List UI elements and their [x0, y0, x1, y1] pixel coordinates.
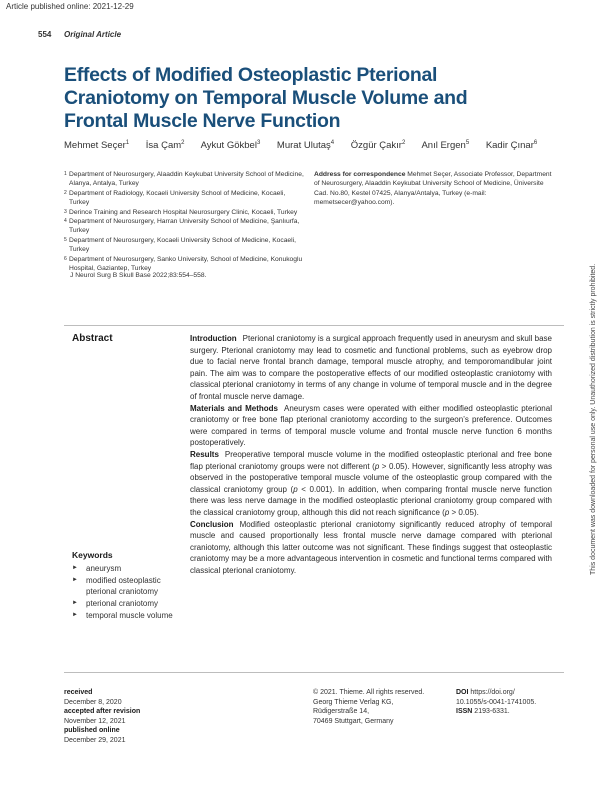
- affiliation-text: Department of Neurosurgery, Alaaddin Keykubat University School of Medicine, Alanya, Antalya, Turkey: [69, 171, 304, 188]
- affiliation-number: 4: [64, 218, 67, 225]
- affiliation-number: 2: [64, 189, 67, 196]
- introduction-text: Pterional craniotomy is a surgical approach frequently used in aneurysm and skull base surgery. Pterional craniotomy may lead to cosmetic and functional problems, such as eyebrow drop due to facial nerve frontal branch damage, temporal muscle atrophy, and temporomandibular joint pain. The aim was to compare the postoperative effects of our modified osteoplastic craniotomy with classical pterional craniotomy in terms of any change in volume of temporal muscle and in the degree of frontal muscle nerve damage.: [190, 334, 552, 401]
- abstract-results: [190, 449, 552, 519]
- author: [486, 140, 537, 151]
- footer-dates: [64, 688, 140, 746]
- affiliation-text: Department of Neurosurgery, Harran University School of Medicine, Şanlıurfa, Turkey: [69, 218, 300, 235]
- correspondence: [314, 170, 554, 208]
- affiliation-text: Department of Radiology, Kocaeli University School of Medicine, Kocaeli, Turkey: [69, 189, 286, 207]
- affiliation-number: 5: [64, 236, 67, 243]
- author-affiliation-ref: 2: [181, 140, 185, 146]
- correspondence-label: Address for correspondence: [314, 171, 406, 178]
- affiliation-number: 6: [64, 255, 67, 262]
- author-affiliation-ref: 6: [533, 140, 538, 146]
- author-name: İsa Çam: [145, 140, 182, 152]
- sidebar-notice: This document was downloaded for personal use only. Unauthorized distribution is strictly prohibited.: [590, 263, 597, 575]
- received-label: received: [64, 689, 93, 696]
- author: [201, 140, 261, 151]
- affiliation: [64, 236, 304, 255]
- conclusion-label: Conclusion: [190, 519, 234, 529]
- results-text: Preoperative temporal muscle volume in the modified osteoplastic pterional and free bone flap pterional craniotomy groups were not different (: [190, 449, 552, 471]
- author: [351, 140, 406, 151]
- divider: [64, 672, 564, 673]
- accepted-label: accepted after revision: [64, 708, 141, 716]
- author-name: Kadir Çınar: [485, 140, 534, 152]
- author-affiliation-ref: 5: [465, 140, 470, 146]
- doi-link[interactable]: https://doi.org/: [470, 689, 515, 696]
- methods-label: Materials and Methods: [190, 403, 278, 413]
- abstract-heading: Abstract: [72, 333, 113, 344]
- accepted-date: November 12, 2021: [64, 717, 126, 725]
- affiliations: [64, 170, 304, 273]
- keyword: ► modified osteoplastic pterional craniotomy: [72, 575, 182, 598]
- author: [421, 140, 469, 151]
- affiliation-number: 3: [64, 208, 67, 215]
- correspondence-text: Mehmet Seçer, Associate Professor, Department of Neurosurgery, Alaaddin Keykubat University School of Medicine, Üniversite Cad. No.80, Kestel 07425, Alanya/Antalya, Turkey (e-mail: memetsecer@yahoo.com).: [314, 171, 552, 207]
- page-number: 554: [38, 30, 52, 39]
- abstract-methods: [190, 403, 552, 449]
- affiliation-text: Derince Training and Research Hospital Neurosurgery Clinic, Kocaeli, Turkey: [69, 208, 298, 216]
- affiliation: [64, 255, 304, 274]
- conclusion-text: Modified osteoplastic pterional craniotomy significantly reduced atrophy of temporal muscle and caused proportionally less frontal muscle nerve damage compared with pterional craniotomy, although this latter outcome was not significant. These findings suggest that osteoplastic craniotomy may be a more advantageous intervention in cosmetic and functional terms compared with classical pterional craniotomy.: [190, 519, 552, 575]
- author-name: Mehmet Seçer: [64, 140, 126, 152]
- author-name: Özgür Çakır: [350, 140, 402, 152]
- keyword: ► pterional craniotomy: [72, 598, 182, 610]
- title-line: Frontal Muscle Nerve Function: [64, 110, 341, 132]
- author-list: [64, 140, 584, 151]
- results-text: > 0.05). However, significantly less atrophy was observed in the postoperative temporal muscle volume of the osteoplastic group compared with the classical craniotomy group (: [190, 461, 552, 494]
- issn-value: 2193-6331.: [474, 708, 510, 716]
- affiliation-text: Department of Neurosurgery, Kocaeli University School of Medicine, Kocaeli, Turkey: [69, 236, 296, 254]
- publisher-city: 70469 Stuttgart, Germany: [313, 717, 394, 725]
- affiliation-text: Department of Neurosurgery, Sanko University, School of Medicine, Konukoglu Hospital, Gaziantep, Turkey: [69, 255, 303, 273]
- footer-publisher: [313, 688, 424, 726]
- journal-citation: J Neurol Surg B Skull Base 2022;83:554–558.: [70, 272, 207, 279]
- author: [277, 140, 334, 151]
- keywords-heading: Keywords: [72, 550, 113, 560]
- keyword: ► temporal muscle volume: [72, 610, 182, 622]
- published-label: published online: [64, 727, 120, 735]
- affiliation: [64, 170, 304, 189]
- footer-identifiers: [456, 688, 536, 717]
- author-affiliation-ref: 3: [256, 140, 261, 146]
- affiliation-number: 1: [64, 171, 67, 177]
- author-affiliation-ref: 1: [125, 140, 130, 146]
- abstract-introduction: [190, 333, 552, 403]
- copyright: © 2021. Thieme. All rights reserved.: [313, 689, 425, 696]
- keyword: ► aneurysm: [72, 563, 182, 575]
- section-label: Original Article: [64, 30, 122, 39]
- author-name: Murat Ulutaş: [276, 140, 331, 152]
- results-text: < 0.001). In addition, when comparing frontal muscle nerve function there was less nerve damage in the modified osteoplastic pterional craniotomy group compared with the classical craniotomy group, although this did not reach significance (: [190, 484, 552, 517]
- p-value-symbol: p: [293, 484, 298, 494]
- publisher-name: Georg Thieme Verlag KG,: [313, 698, 394, 706]
- doi-value: 10.1055/s-0041-1741005.: [456, 698, 537, 706]
- p-value-symbol: p: [374, 461, 380, 471]
- article-title: [64, 64, 534, 133]
- author-name: Anıl Ergen: [421, 140, 466, 152]
- affiliation: [64, 217, 304, 236]
- results-text: > 0.05).: [449, 507, 479, 517]
- title-line: Craniotomy on Temporal Muscle Volume and: [64, 87, 468, 109]
- published-date: December 29, 2021: [64, 736, 126, 744]
- author: [64, 140, 129, 151]
- divider: [64, 325, 564, 326]
- affiliation: [64, 208, 304, 217]
- affiliation: [64, 189, 304, 208]
- abstract-body: [190, 333, 552, 576]
- results-label: Results: [190, 449, 219, 459]
- methods-text: Aneurysm cases were operated with either modified osteoplastic pterional craniotomy or free bone flap pterional craniotomy according to the surgeon’s preference. Outcomes were compared in terms of temporal muscle volume and frontal muscle nerve function 6 months postoperatively.: [190, 403, 552, 448]
- author-affiliation-ref: 2: [401, 140, 406, 146]
- issn-label: ISSN: [456, 708, 473, 716]
- keywords-list: [72, 563, 182, 622]
- author: [146, 140, 185, 151]
- abstract-conclusion: [190, 519, 552, 577]
- doi-label: DOI: [456, 689, 469, 696]
- introduction-label: Introduction: [190, 334, 237, 343]
- title-line: Effects of Modified Osteoplastic Pterional: [64, 64, 438, 86]
- publisher-street: Rüdigerstraße 14,: [313, 708, 370, 716]
- p-value-symbol: p: [444, 507, 450, 517]
- received-date: December 8, 2020: [64, 698, 122, 706]
- author-name: Aykut Gökbel: [200, 140, 257, 152]
- published-online-note: Article published online: 2021-12-29: [6, 2, 134, 11]
- author-affiliation-ref: 4: [330, 140, 335, 146]
